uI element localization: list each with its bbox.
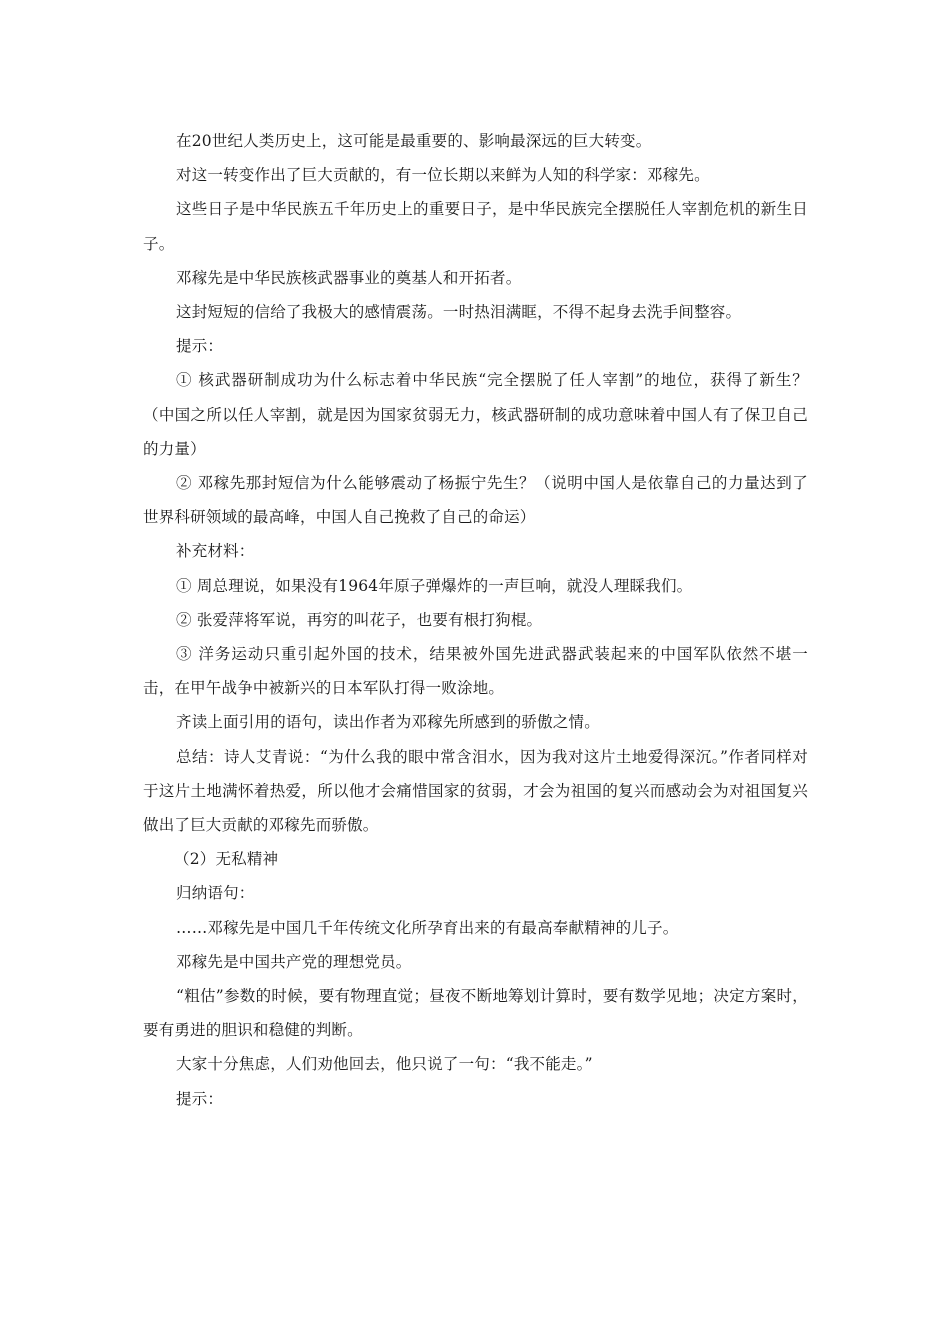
heading-hint: 提示： [176, 337, 224, 356]
document-body [143, 124, 808, 1116]
quote-estimate: “粗估”参数的时候，要有物理直觉；昼夜不断地筹划计算时，要有数学见地；决定方案时，要有勇进的胆识和稳健的判断。 [143, 987, 808, 1040]
quote-party-member: 邓稼先是中国共产党的理想党员。 [176, 952, 412, 971]
heading-summarize: 归纳语句： [176, 884, 255, 903]
supplement-item-3: ③ 洋务运动只重引起外国的技术，结果被外国先进武器武装起来的中国军队依然不堪一击，在甲午战争中被新兴的日本军队打得一败涂地。 [143, 645, 808, 698]
paragraph-founder: 邓稼先是中华民族核武器事业的奠基人和开拓者。 [176, 268, 522, 287]
paragraph-transformation: 在20世纪人类历史上，这可能是最重要的、影响最深远的巨大转变。 [176, 132, 652, 150]
paragraph-summary: 总结：诗人艾青说：“为什么我的眼中常含泪水，因为我对这片土地爱得深沉。”作者同样对于这片土地满怀着热爱，所以他才会痛惜国家的贫弱，才会为祖国的复兴而感动会为对祖国复兴做出了巨大贡献的邓稼先而骄傲。 [143, 747, 808, 835]
supplement-item-2: ② 张爱萍将军说，再穷的叫花子，也要有根打狗棍。 [176, 610, 543, 629]
paragraph-important-days: 这些日子是中华民族五千年历史上的重要日子，是中华民族完全摆脱任人宰割危机的新生日子。 [143, 200, 808, 253]
heading-hint-2: 提示： [176, 1089, 224, 1108]
paragraph-contributor: 对这一转变作出了巨大贡献的，有一位长期以来鲜为人知的科学家：邓稼先。 [176, 166, 710, 185]
quote-dedication: ……邓稼先是中国几千年传统文化所孕育出来的有最高奉献精神的儿子。 [176, 918, 679, 937]
quote-cannot-leave: 大家十分焦虑，人们劝他回去，他只说了一句：“我不能走。” [176, 1055, 593, 1074]
hint-item-2: ② 邓稼先那封短信为什么能够震动了杨振宁先生？（说明中国人是依靠自己的力量达到了世界科研领域的最高峰，中国人自己挽救了自己的命运） [143, 474, 808, 527]
paragraph-read-aloud: 齐读上面引用的语句，读出作者为邓稼先所感到的骄傲之情。 [176, 713, 600, 732]
paragraph-letter: 这封短短的信给了我极大的感情震荡。一时热泪满眶，不得不起身去洗手间整容。 [176, 303, 742, 322]
heading-supplement: 补充材料： [176, 542, 255, 561]
supplement-item-1: ① 周总理说，如果没有1964年原子弹爆炸的一声巨响，就没人理睬我们。 [176, 576, 693, 595]
section-heading-selfless: （2）无私精神 [174, 850, 279, 869]
hint-item-1: ① 核武器研制成功为什么标志着中华民族“完全摆脱了任人宰割”的地位，获得了新生？（中国之所以任人宰割，就是因为国家贫弱无力，核武器研制的成功意味着中国人有了保卫自己的力量） [143, 371, 808, 458]
